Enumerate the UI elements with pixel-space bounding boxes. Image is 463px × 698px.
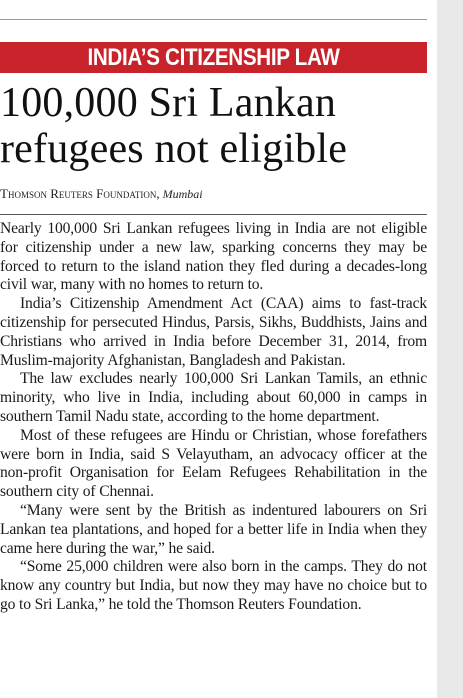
top-rule (0, 19, 427, 20)
article-paragraph: “Some 25,000 children were also born in the camps. They do not know any country but India, but now they may have no choice but to go to Sri Lanka,” he told the Thomson Reuters Foundation. (0, 558, 427, 613)
byline-rule (0, 214, 427, 215)
byline (0, 186, 427, 202)
article-paragraph: The law excludes nearly 100,000 Sri Lankan Tamils, an ethnic minority, who live in India, including about 60,000 in camps in southern Tamil Nadu state, according to the home department. (0, 370, 427, 425)
page-edge-strip (437, 0, 463, 698)
byline-source: Thomson Reuters Foundation, (0, 186, 160, 201)
article-paragraph: India’s Citizenship Amendment Act (CAA) aims to fast-track citizenship for persecuted Hindus, Parsis, Sikhs, Buddhists, Jains and Christians who arrived in India before December 31, 2014, from Muslim-majority Afghanistan, Bangladesh and Pakistan. (0, 295, 427, 369)
headline: 100,000 Sri Lankan refugees not eligible (0, 80, 348, 172)
section-kicker: INDIA’S CITIZENSHIP LAW (30, 42, 397, 73)
article-body (0, 220, 427, 615)
article-paragraph: Most of these refugees are Hindu or Christian, whose forefathers were born in India, said S Velayutham, an advocacy officer at the non-profit Organisation for Eelam Refugees Rehabilitation in the southern city of Chennai. (0, 426, 427, 501)
byline-location: Mumbai (162, 187, 203, 201)
article-paragraph: “Many were sent by the British as indentured labourers on Sri Lankan tea plantations, and hoped for a better life in India when they came here during the war,” he said. (0, 501, 427, 557)
article-paragraph: Nearly 100,000 Sri Lankan refugees living in India are not eligible for citizenship under a new law, sparking concerns they may be forced to return to the island nation they fled during a decades-long civil war, many with no homes to return to. (0, 220, 427, 294)
